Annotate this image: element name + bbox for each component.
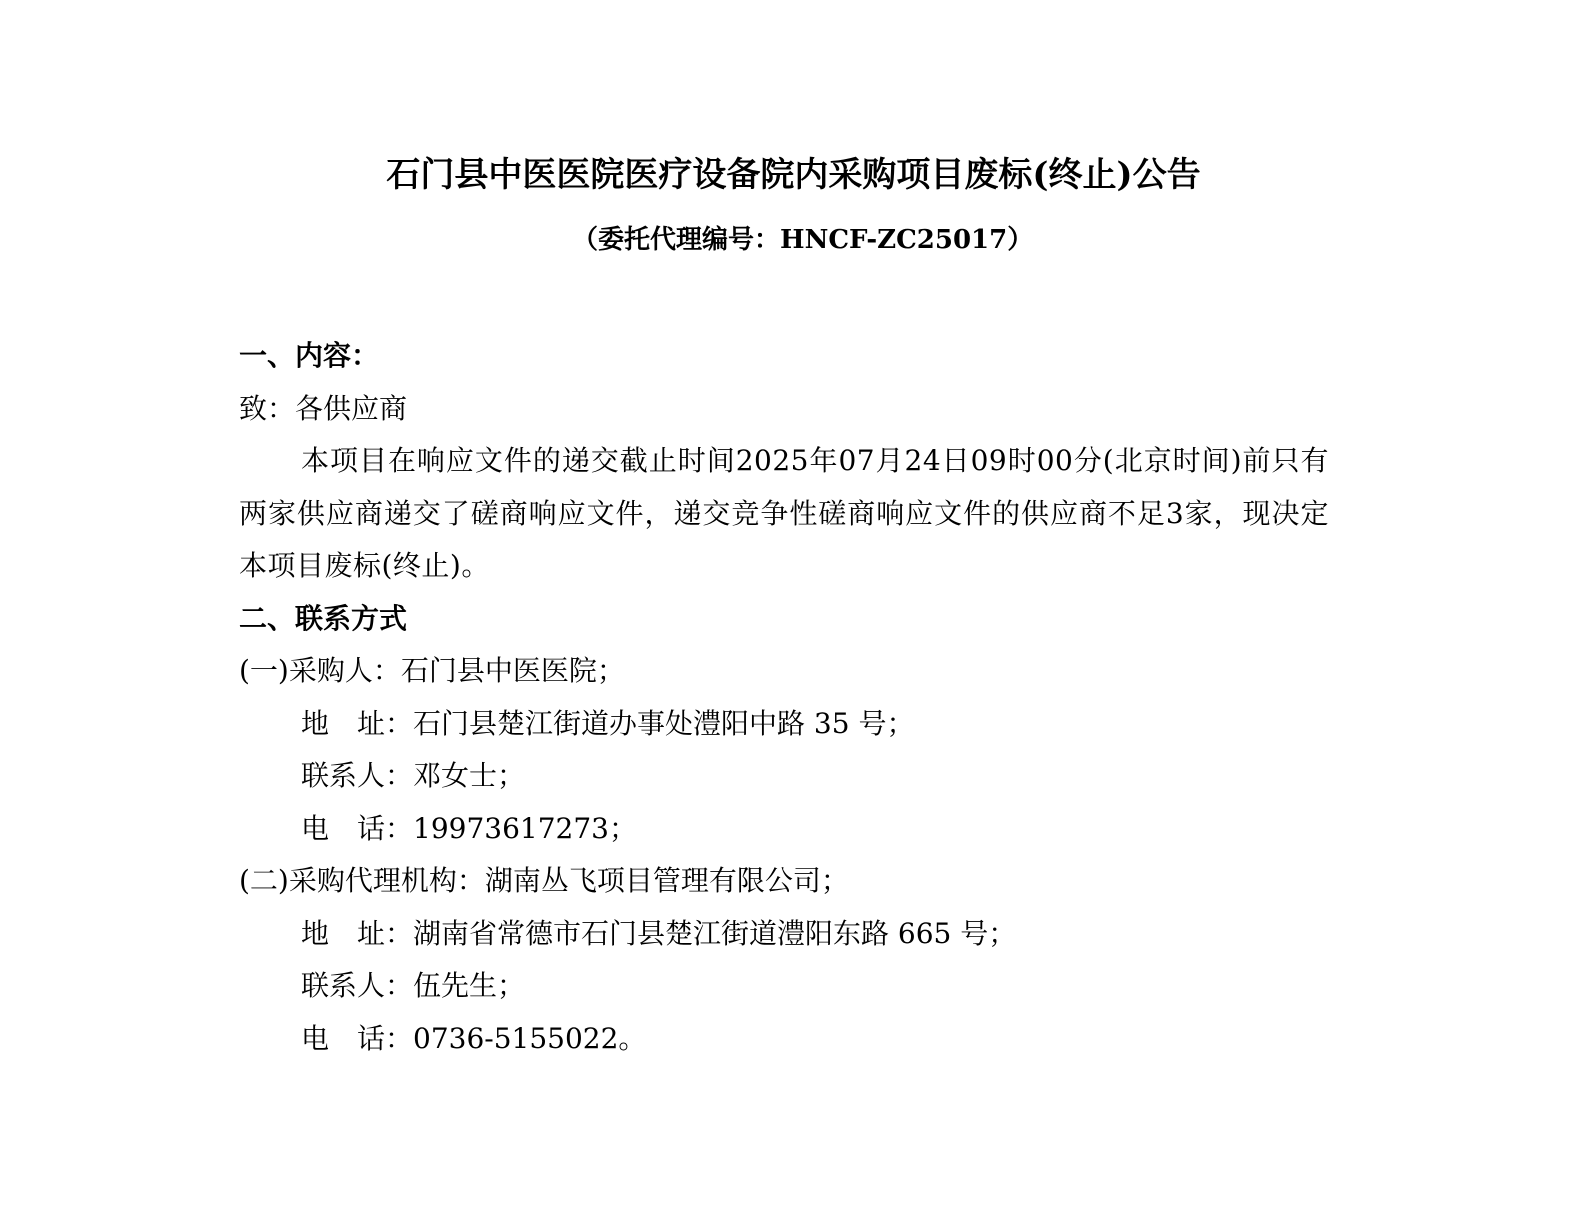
- agency-phone-label: 电 话: [301, 1021, 386, 1055]
- agency-phone: [239, 1013, 1329, 1066]
- purchaser-phone: [239, 803, 1329, 856]
- section-content-heading: 一、内容：: [239, 339, 380, 372]
- purchaser-address-label: 地 址: [301, 706, 386, 740]
- purchaser-contact-label: 联系人: [301, 759, 386, 792]
- agency-address-value: ：湖南省常德市石门县楚江街道澧阳东路 665 号；: [385, 916, 1017, 950]
- purchaser-contact: [239, 750, 1329, 803]
- agency-header: (二)采购代理机构：湖南丛飞项目管理有限公司；: [239, 864, 849, 897]
- termination-paragraph: 本项目在响应文件的递交截止时间2025年07月24日09时00分(北京时间)前只有两家供应商递交了磋商响应文件，递交竞争性磋商响应文件的供应商不足3家，现决定本项目废标(终止)。: [239, 444, 1329, 582]
- purchaser-contact-value: ：邓女士；: [385, 759, 526, 792]
- document-title: 石门县中医医院医疗设备院内采购项目废标(终止)公告: [386, 155, 1201, 195]
- purchaser-phone-value: ：19973617273；: [385, 811, 637, 845]
- purchaser-phone-label: 电 话: [301, 811, 386, 845]
- agency-phone-value: ：0736-5155022。: [385, 1021, 647, 1055]
- purchaser-header: (一)采购人：石门县中医医院；: [239, 654, 625, 687]
- agency-contact: [239, 960, 1329, 1013]
- salutation: 致：各供应商: [239, 391, 408, 425]
- agency-reference-number: （委托代理编号：HNCF-ZC25017）: [572, 225, 1034, 255]
- purchaser-address-value: ：石门县楚江街道办事处澧阳中路 35 号；: [385, 706, 915, 740]
- document-body: [239, 330, 1329, 1065]
- agency-contact-label: 联系人: [301, 969, 386, 1002]
- purchaser-address: [239, 698, 1329, 751]
- agency-address-label: 地 址: [301, 916, 386, 950]
- agency-contact-value: ：伍先生；: [385, 969, 526, 1002]
- agency-address: [239, 908, 1329, 961]
- section-contact-heading: 二、联系方式: [239, 601, 408, 635]
